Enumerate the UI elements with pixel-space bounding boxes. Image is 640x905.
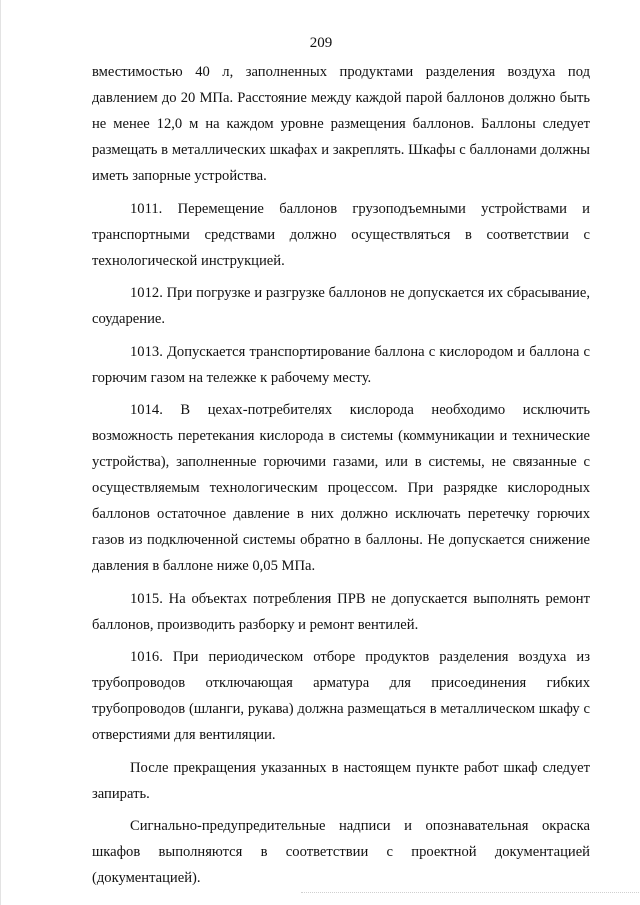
paragraph-1015: 1015. На объектах потребления ПРВ не допускается выполнять ремонт баллонов, производить разборку и ремонт вентилей. [92,590,590,633]
paragraph-1016: 1016. При периодическом отборе продуктов разделения воздуха из трубопроводов отключающая арматура для присоединения гибких трубопроводов (шланги, рукава) должна размещаться в металлическом шкафу с отверстиями для вентиляции. [92,649,590,744]
paragraph-continuation: вместимостью 40 л, заполненных продуктами разделения воздуха под давлением до 20 МПа. Расстояние между каждой парой баллонов должно быть не менее 12,0 м на каждом уровне размещения баллонов. Баллоны следует размещать в металлических шкафах и закреплять. Шкафы с баллонами должны иметь запорные устройства. [92,64,590,185]
paragraph-1011: 1011. Перемещение баллонов грузоподъемными устройствами и транспортными средствами должно осуществляться в соответствии с технологической инструкцией. [92,200,590,269]
paragraph-1013: 1013. Допускается транспортирование баллона с кислородом и баллона с горючим газом на тележке к рабочему месту. [92,343,590,386]
paragraph-1012: 1012. При погрузке и разгрузке баллонов не допускается их сбрасывание, соударение. [92,285,590,328]
document-body [92,59,590,898]
paragraph-1016-continuation-1: После прекращения указанных в настоящем пункте работ шкаф следует запирать. [92,759,590,802]
page-number: 209 [309,35,333,51]
paragraph-1016-continuation-2: Сигнально-предупредительные надписи и опознавательная окраска шкафов выполняются в соответствии с проектной документацией (документацией). [92,818,590,887]
paragraph-1014: 1014. В цехах-потребителях кислорода необходимо исключить возможность перетекания кислорода в системы (коммуникации и технические устройства), заполненные горючими газами, или в системы, не связанные с осуществляемым технологическим процессом. При разрядке кислородных баллонов остаточное давление в них должно исключать перетечку горючих газов из подключенной системы обратно в баллоны. Не допускается снижение давления в баллоне ниже 0,05 МПа. [92,401,590,575]
scan-edge-line [301,892,640,893]
